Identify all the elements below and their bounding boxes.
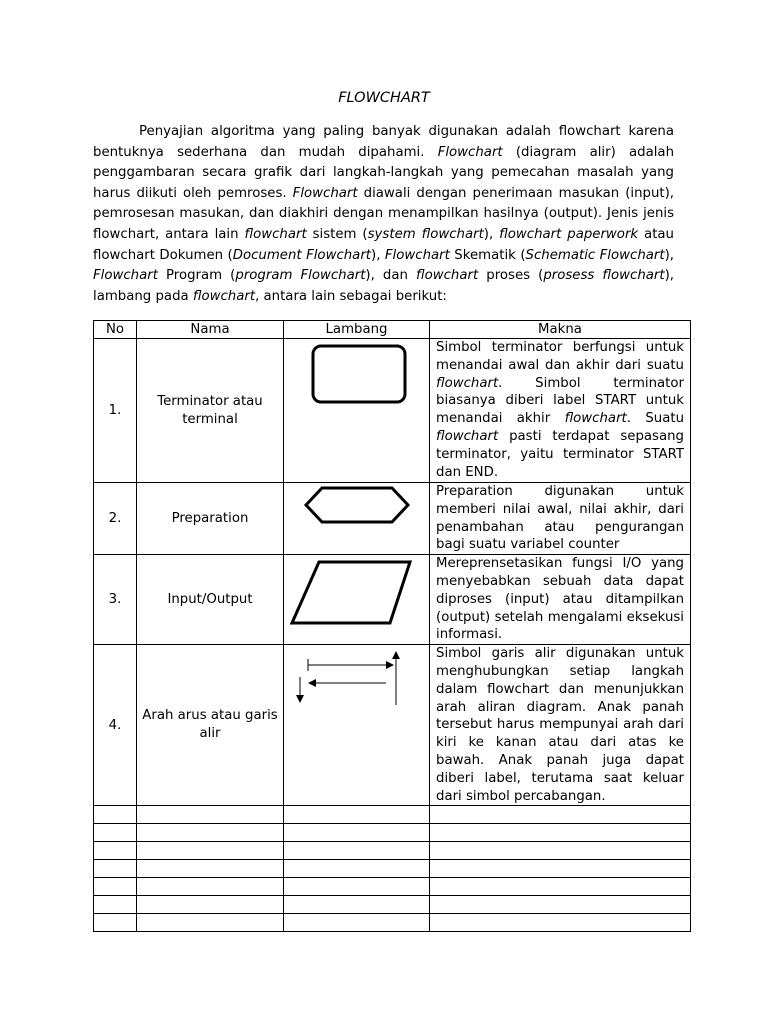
page-title: FLOWCHART (338, 90, 430, 106)
table-row (94, 339, 691, 483)
desc-text: . Simbol terminator biasanya diberi label START untuk menandai akhir (436, 375, 684, 427)
empty-cell (284, 878, 430, 896)
empty-cell (94, 878, 137, 896)
symbol-name: Terminator atau terminal (137, 339, 284, 483)
empty-cell (284, 824, 430, 842)
empty-row (94, 896, 691, 914)
symbol-cell (284, 645, 430, 806)
empty-cell (137, 860, 284, 878)
symbol-description (430, 339, 691, 483)
empty-cell (94, 896, 137, 914)
intro-italic: flowchart (192, 288, 256, 304)
empty-cell (94, 914, 137, 932)
intro-italic: Schematic Flowchart (525, 247, 665, 263)
intro-italic: Document Flowchart (232, 247, 372, 263)
input-output-symbol-icon (284, 555, 430, 643)
table-header-row (94, 321, 691, 339)
empty-cell (137, 896, 284, 914)
empty-cell (94, 806, 137, 824)
empty-row (94, 860, 691, 878)
symbol-name: Input/Output (137, 555, 284, 645)
empty-cell (430, 806, 691, 824)
empty-cell (430, 824, 691, 842)
empty-cell (430, 878, 691, 896)
intro-text: ), (483, 226, 500, 242)
table-row (94, 645, 691, 806)
symbol-description: Mereprensetasikan fungsi I/O yang menyebabkan sebuah data dapat diproses (input) atau ditampilkan (output) setelah mengalami eksekusi informasi. (430, 555, 691, 645)
flow-arrows-symbol-icon (284, 645, 430, 805)
terminator-symbol-icon (284, 339, 430, 482)
empty-cell (430, 860, 691, 878)
intro-italic: Flowchart (93, 268, 158, 284)
desc-text: . Suatu (626, 411, 684, 427)
empty-row (94, 824, 691, 842)
intro-text: ), (664, 247, 675, 263)
symbol-name: Preparation (137, 483, 284, 555)
intro-text: sistem ( (306, 226, 368, 242)
empty-cell (137, 824, 284, 842)
header-no: No (94, 321, 137, 339)
empty-cell (137, 842, 284, 860)
empty-cell (94, 824, 137, 842)
intro-text: Program ( (157, 268, 236, 284)
empty-row (94, 806, 691, 824)
symbol-cell (284, 339, 430, 483)
intro-italic: Flowchart (384, 247, 450, 263)
row-number: 4. (94, 645, 137, 806)
empty-cell (284, 860, 430, 878)
empty-cell (284, 806, 430, 824)
intro-italic: flowchart (244, 226, 307, 242)
intro-text: Penyajian algoritma yang paling banyak digunakan adalah flowchart karena bentuknya sederhana dan mudah dipahami. (93, 124, 674, 160)
empty-row (94, 914, 691, 932)
desc-text: Simbol terminator berfungsi untuk menandai awal dan akhir dari suatu (436, 340, 684, 373)
intro-text: ), (371, 247, 385, 263)
preparation-symbol-icon (284, 483, 430, 553)
row-number: 1. (94, 339, 137, 483)
empty-row (94, 842, 691, 860)
intro-text: (diagram alir) adalah penggambaran secara grafik dari langkah-langkah yang pemecahan masalah yang harus diikuti oleh pemroses. (93, 144, 674, 201)
row-number: 2. (94, 483, 137, 555)
intro-italic: flowchart (416, 268, 479, 284)
intro-text: atau flowchart Dokumen ( (93, 226, 674, 263)
header-name: Nama (137, 321, 284, 339)
intro-text: Skematik ( (449, 247, 526, 263)
empty-cell (137, 878, 284, 896)
intro-text: , antara lain sebagai berikut: (255, 288, 447, 304)
header-desc: Makna (430, 321, 691, 339)
header-symbol: Lambang (284, 321, 430, 339)
flowchart-symbol-table (93, 320, 691, 932)
intro-text: proses ( (478, 268, 544, 284)
intro-paragraph (93, 122, 674, 307)
table-row (94, 555, 691, 645)
intro-italic: prosess flowchart (543, 268, 665, 284)
row-number: 3. (94, 555, 137, 645)
empty-row (94, 878, 691, 896)
desc-italic: flowchart (436, 375, 499, 391)
desc-text: pasti terdapat sepasang terminator, yaitu terminator START dan END. (436, 428, 684, 480)
symbol-cell (284, 555, 430, 645)
empty-cell (137, 914, 284, 932)
empty-cell (94, 860, 137, 878)
empty-cell (284, 896, 430, 914)
intro-text: ), lambang pada (93, 268, 674, 304)
symbol-description: Preparation digunakan untuk memberi nilai awal, nilai akhir, dari penambahan atau pengurangan bagi suatu variabel counter (430, 483, 691, 555)
intro-text: diawali dengan penerimaan masukan (input), pemrosesan masukan, dan diakhiri dengan menampilkan hasilnya (output). Jenis jenis flowchart, antara lain (93, 185, 675, 242)
intro-italic: Flowchart (292, 185, 358, 201)
empty-cell (430, 914, 691, 932)
symbol-cell (284, 483, 430, 555)
intro-italic: program Flowchart (235, 268, 366, 284)
intro-italic: system flowchart (367, 226, 484, 242)
intro-italic: Flowchart (437, 144, 503, 160)
empty-cell (430, 842, 691, 860)
empty-cell (430, 896, 691, 914)
table-row (94, 483, 691, 555)
intro-text: ), dan (365, 268, 417, 284)
empty-cell (284, 914, 430, 932)
desc-italic: flowchart (436, 428, 499, 444)
empty-cell (137, 806, 284, 824)
empty-cell (284, 842, 430, 860)
symbol-description: Simbol garis alir digunakan untuk menghubungkan setiap langkah dalam flowchart dan menunjukkan arah aliran diagram. Anak panah tersebut harus mempunyai arah dari kiri ke kanan atau dari atas ke bawah. Anak panah juga dapat diberi label, terutama saat keluar dari simbol percabangan. (430, 645, 691, 806)
desc-italic: flowchart (564, 411, 627, 427)
symbol-name: Arah arus atau garis alir (137, 645, 284, 806)
empty-cell (94, 842, 137, 860)
intro-italic: flowchart paperwork (499, 226, 639, 242)
